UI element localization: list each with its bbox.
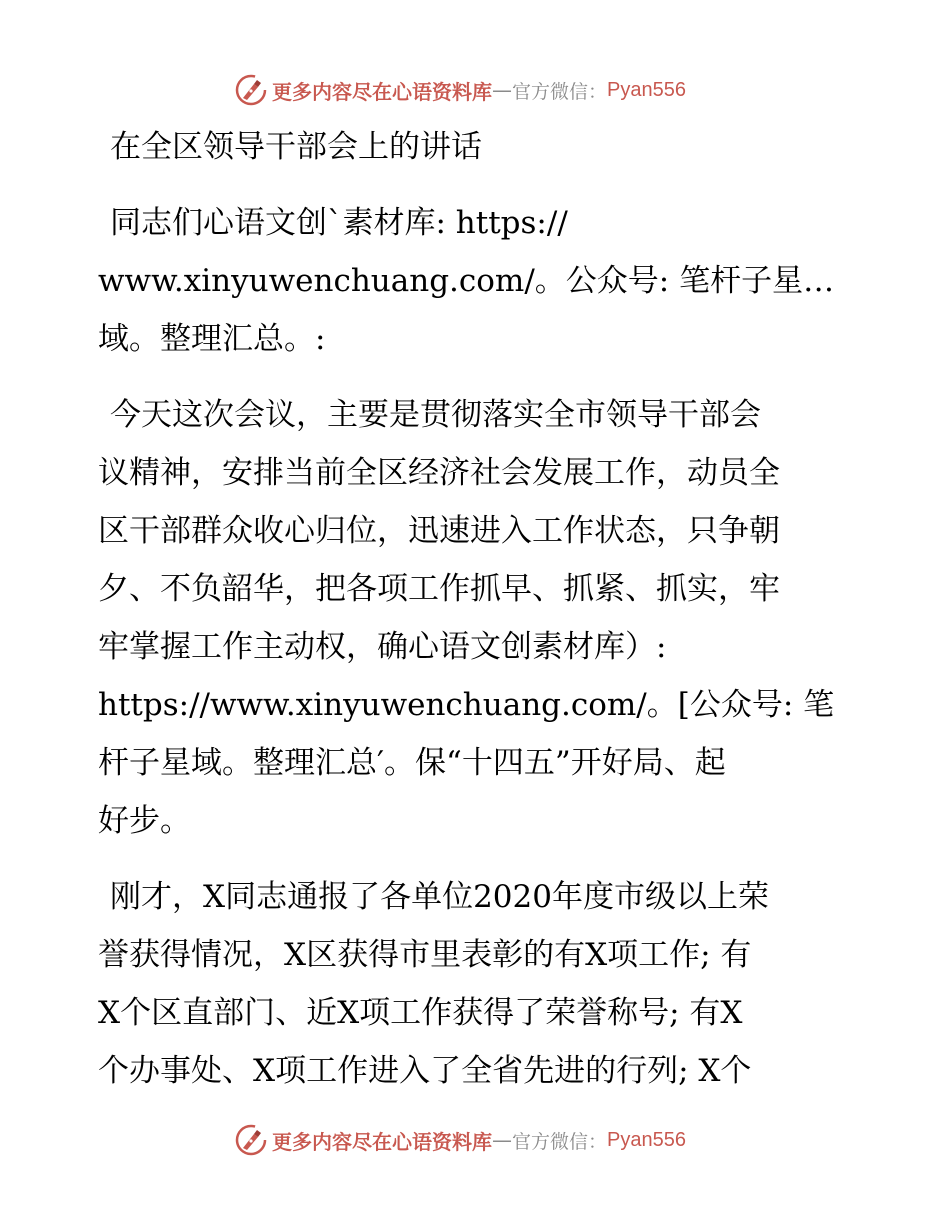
paragraph-line: 好步。 [98, 803, 191, 839]
paragraph-line: 誉获得情况，X区获得市里表彰的有X项工作; 有 [98, 937, 752, 973]
paragraph-line: 个办事处、X项工作进入了全省先进的行列; X个 [98, 1053, 752, 1089]
paragraph-line: 同志们心语文创`素材库: https:// [110, 205, 568, 241]
paragraph-line: 杆子星域。整理汇总′。保“十四五”开好局、起 [98, 745, 726, 781]
watermark-text: 更多内容尽在心语资料库 [272, 79, 492, 104]
footer-watermark [234, 1122, 754, 1158]
document-body [98, 118, 858, 1100]
watermark-label: 官方微信： [512, 1130, 608, 1153]
watermark-dash: — [492, 78, 512, 102]
paragraph-line: 议精神，安排当前全区经济社会发展工作，动员全 [98, 455, 780, 491]
fountain-pen-logo-icon [234, 73, 268, 107]
watermark-dash: — [492, 1128, 512, 1152]
fountain-pen-logo-icon [234, 1123, 268, 1157]
paragraph-line: 域。整理汇总。: [98, 321, 326, 357]
paragraph-line: 夕、不负韶华，把各项工作抓早、抓紧、抓实，牢 [98, 571, 780, 607]
watermark-label: 官方微信： [512, 80, 608, 103]
paragraph-line: 牢掌握工作主动权，确心语文创素材库）: [98, 629, 667, 665]
watermark-text: 更多内容尽在心语资料库 [272, 1129, 492, 1154]
watermark-handle: Pyan556 [607, 1128, 686, 1151]
paragraph-line: https://www.xinyuwenchuang.com/。[公众号: 笔 [98, 687, 835, 723]
paragraph-line: 刚才，X同志通报了各单位2020年度市级以上荣 [110, 879, 769, 915]
watermark-handle: Pyan556 [607, 78, 686, 101]
paragraph-line: 区干部群众收心归位，迅速进入工作状态，只争朝 [98, 513, 780, 549]
paragraph-line: www.xinyuwenchuang.com/。公众号: 笔杆子星… [98, 263, 835, 299]
header-watermark [234, 72, 754, 108]
paragraph-line: X个区直部门、近X项工作获得了荣誉称号; 有X [98, 995, 743, 1031]
document-title: 在全区领导干部会上的讲话 [110, 129, 482, 165]
paragraph-line: 今天这次会议，主要是贯彻落实全市领导干部会 [110, 397, 761, 433]
